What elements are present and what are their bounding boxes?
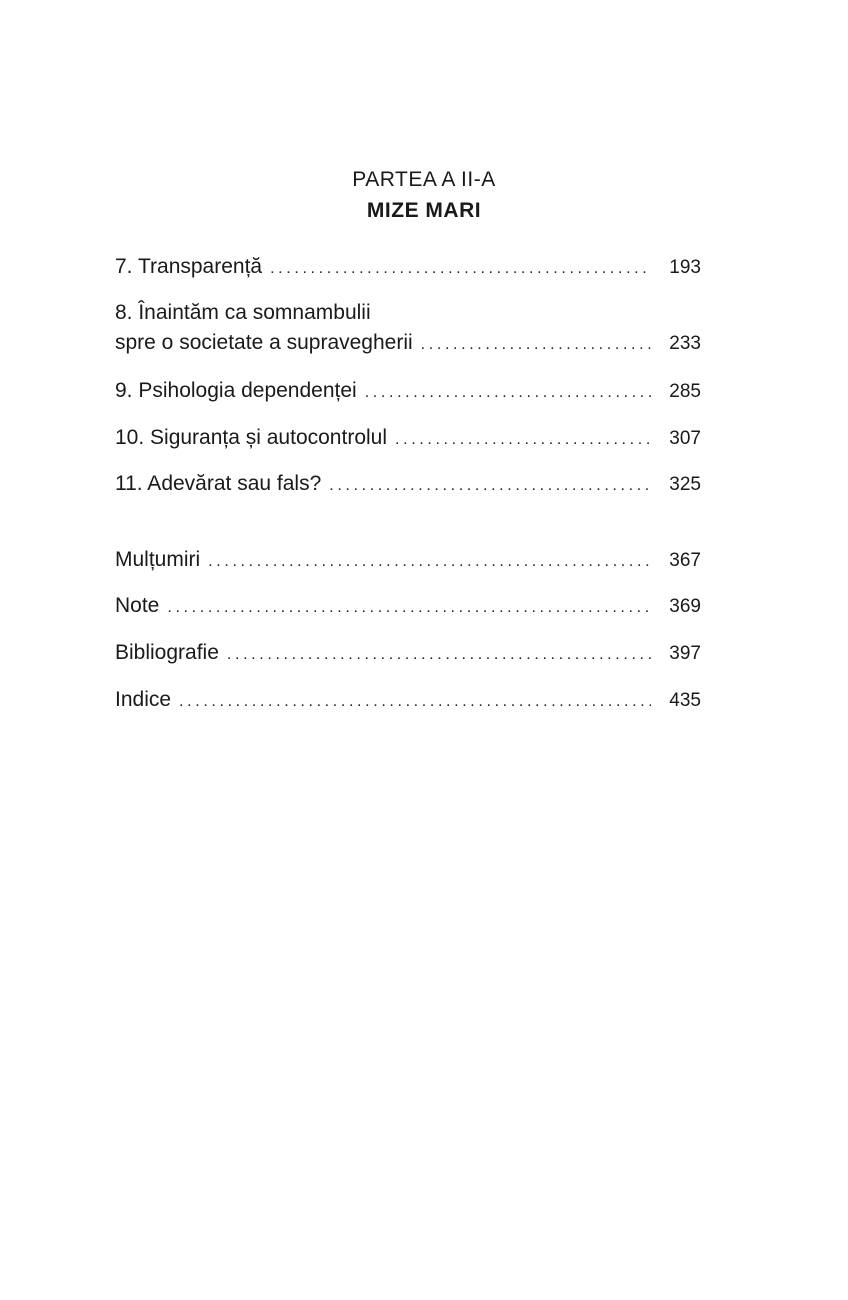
toc-entry-note[interactable] (115, 591, 701, 623)
dot-leader (365, 378, 651, 408)
toc-entry-title: 10. Siguranța și autocontrolul (115, 426, 388, 449)
toc-entry-chapter-11[interactable] (115, 469, 701, 501)
toc-page-number: 369 (669, 596, 701, 617)
dot-leader (395, 425, 651, 455)
dot-leader (270, 254, 651, 284)
toc-entry-chapter-8[interactable] (115, 298, 701, 360)
toc-page-number: 435 (669, 690, 701, 711)
toc-entry-title: Note (115, 594, 160, 617)
dot-leader (167, 593, 651, 623)
toc-entry-indice[interactable] (115, 685, 701, 717)
dot-leader (208, 547, 651, 577)
toc-page-number: 397 (669, 643, 701, 664)
dot-leader (227, 640, 651, 670)
toc-page-number: 325 (669, 474, 701, 495)
toc-page-number: 233 (669, 333, 701, 354)
toc-entry-title: 11. Adevărat sau fals? (115, 472, 322, 495)
toc-entry-title-line-1: 8. Înaintăm ca somnambulii (115, 301, 371, 324)
toc-entry-title: 7. Transparență (115, 255, 263, 278)
dot-leader (421, 330, 651, 360)
toc-entry-multumiri[interactable] (115, 545, 701, 577)
toc-page-number: 307 (669, 428, 701, 449)
toc-entry-chapter-10[interactable] (115, 423, 701, 455)
toc-entry-title: 9. Psihologia dependenței (115, 379, 357, 402)
dot-leader (179, 687, 651, 717)
toc-entry-chapter-7[interactable] (115, 252, 701, 284)
toc-page-number: 367 (669, 550, 701, 571)
toc-entry-title: Bibliografie (115, 641, 219, 664)
toc-entry-title-line-2: spre o societate a supravegherii (115, 331, 413, 354)
dot-leader (329, 471, 651, 501)
toc-entry-title: Mulțumiri (115, 548, 201, 571)
toc-entry-title: Indice (115, 688, 172, 711)
part-title: MIZE MARI (366, 199, 482, 222)
toc-page-number: 285 (669, 381, 701, 402)
toc-page-number: 193 (669, 257, 701, 278)
toc-entry-bibliografie[interactable] (115, 638, 701, 670)
toc-entry-chapter-9[interactable] (115, 376, 701, 408)
part-label: PARTEA A II-A (352, 168, 496, 191)
